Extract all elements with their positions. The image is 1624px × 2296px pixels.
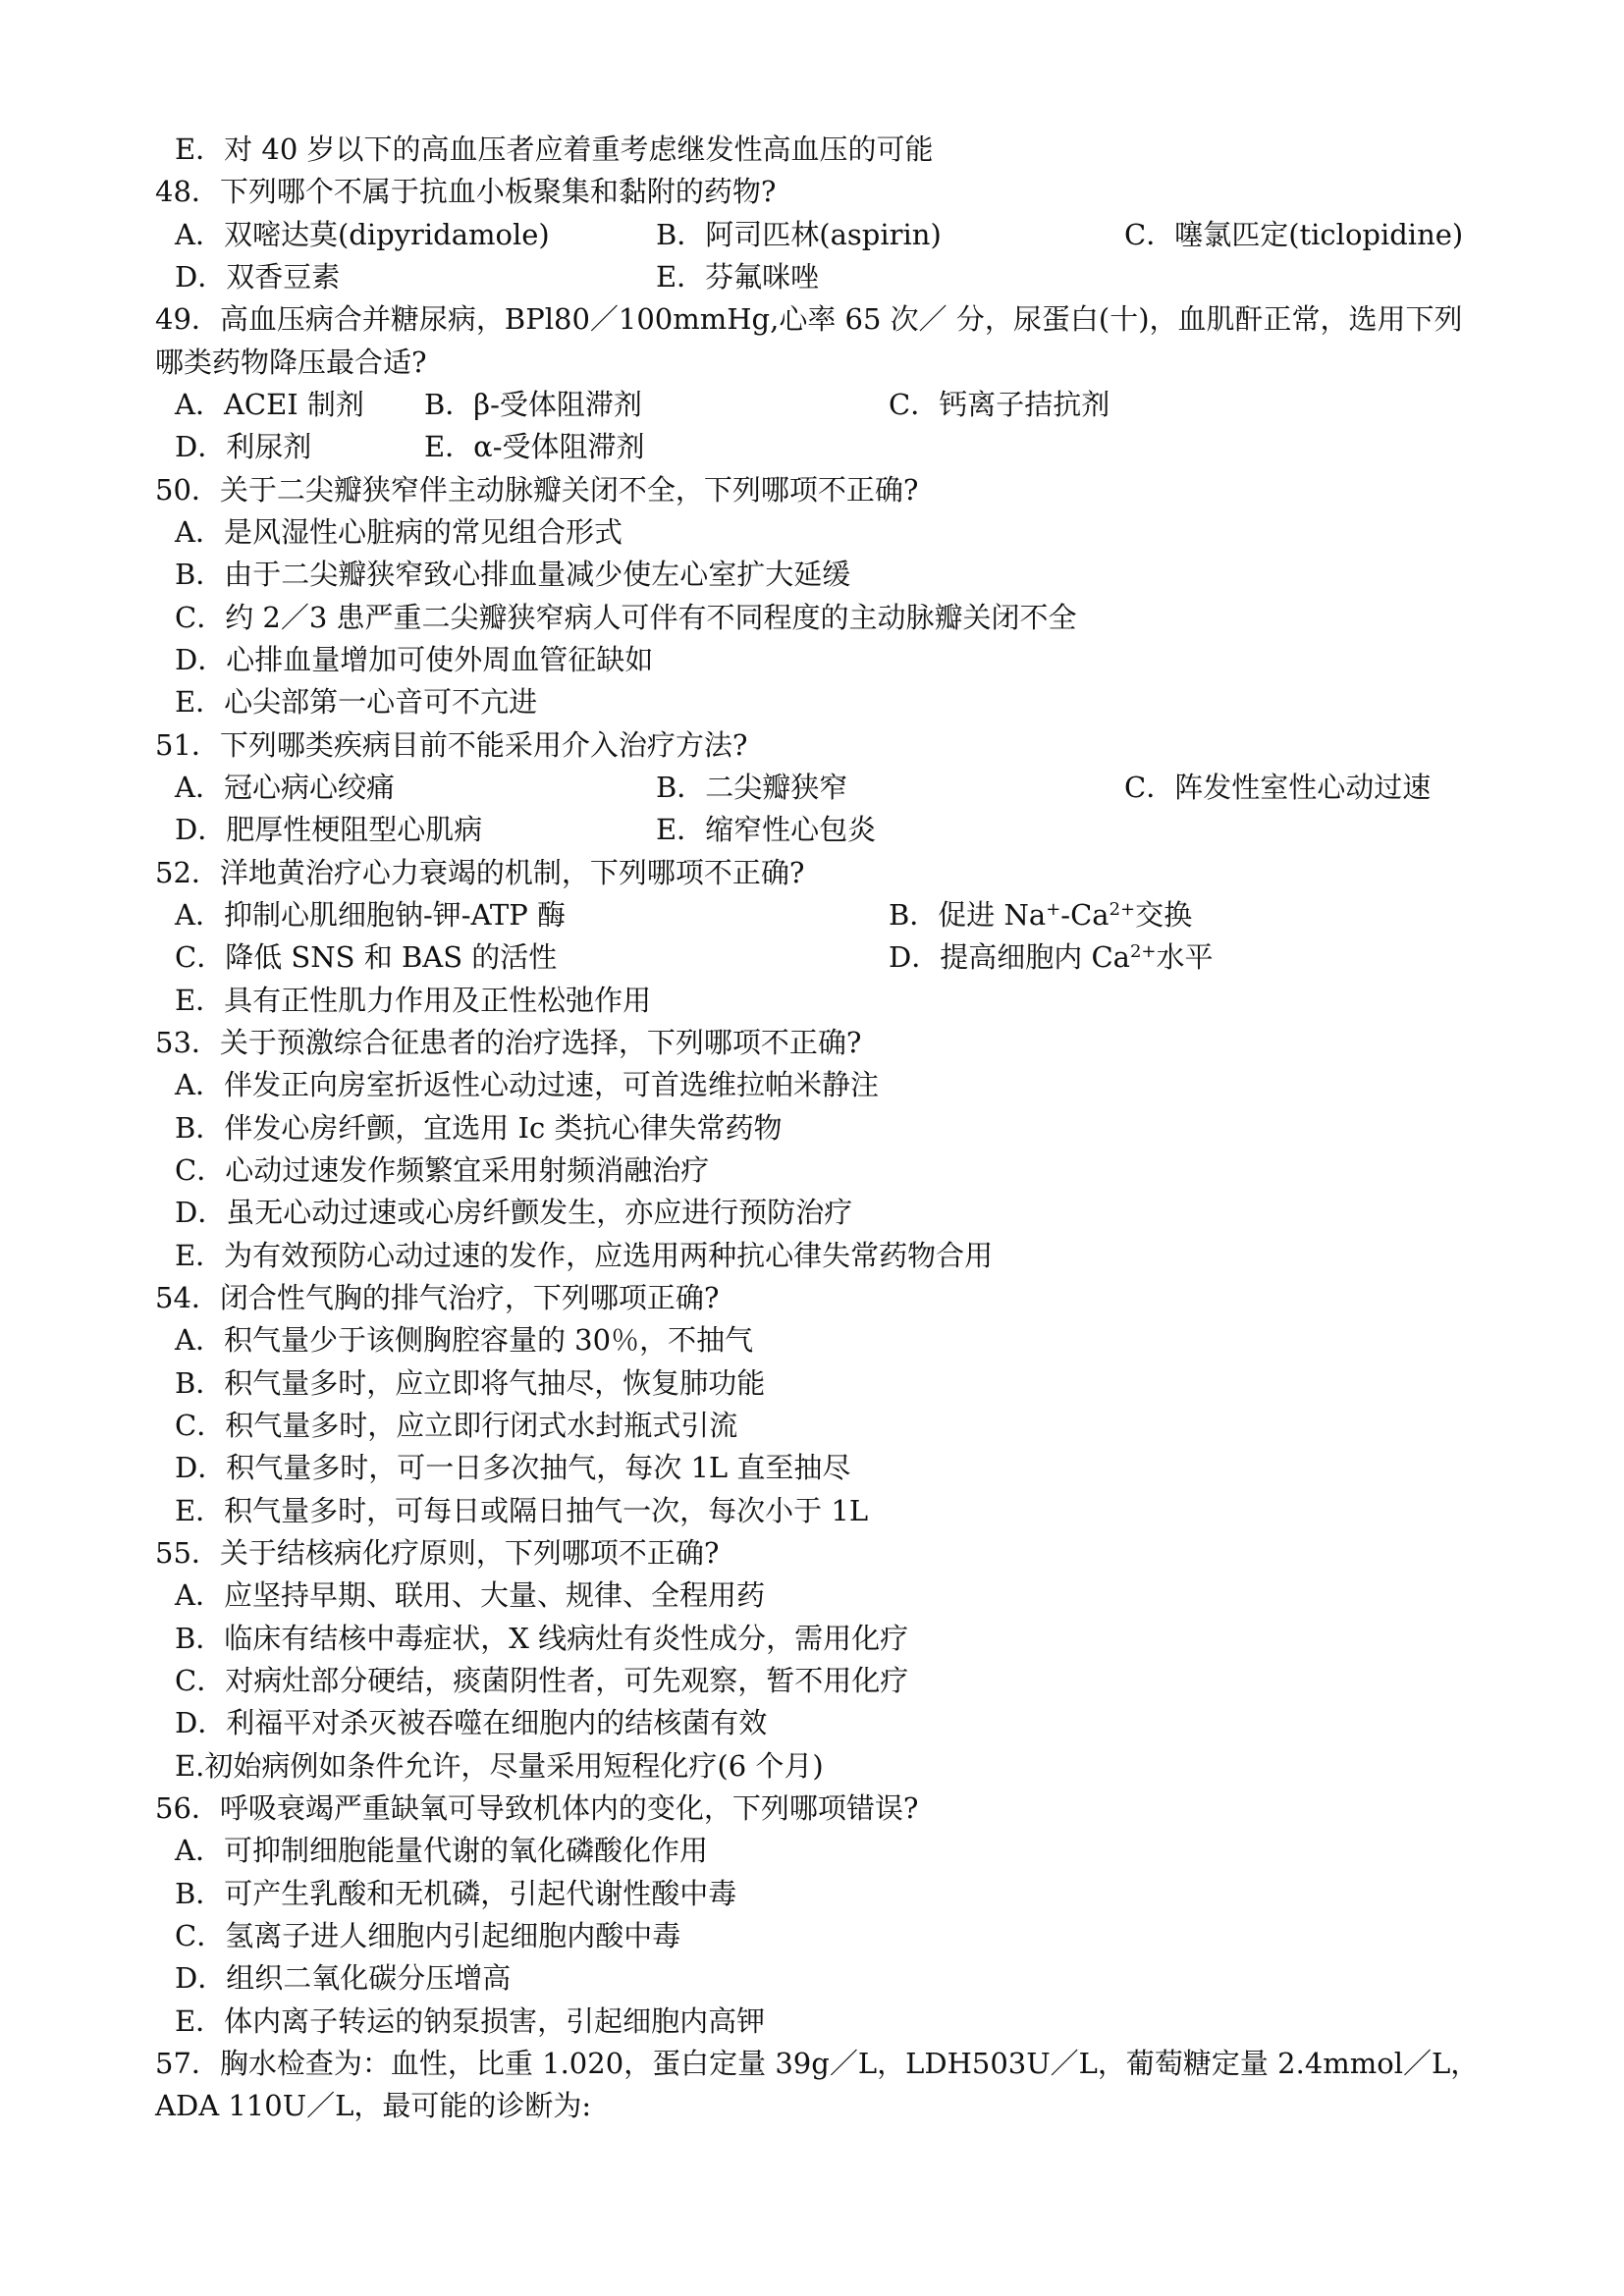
option-53-e: E．为有效预防心动过速的发作，应选用两种抗心律失常药物合用 bbox=[175, 1239, 994, 1272]
option-50-e: E．心尖部第一心音可不亢进 bbox=[175, 685, 538, 719]
question-49: 49．高血压病合并糖尿病，BPl80／100mmHg,心率 65 次／ 分，尿蛋白(十)，血肌酐正常，选用下列 bbox=[155, 302, 1463, 336]
option-50-c: C．约 2／3 患严重二尖瓣狭窄病人可伴有不同程度的主动脉瓣关闭不全 bbox=[175, 601, 1077, 634]
option-53-b: B．伴发心房纤颤，宜选用 Ic 类抗心律失常药物 bbox=[175, 1111, 783, 1145]
option-55-e: E.初始病例如条件允许，尽量采用短程化疗(6 个月) bbox=[175, 1749, 824, 1783]
question-54: 54．闭合性气胸的排气治疗，下列哪项正确? bbox=[155, 1281, 720, 1314]
option-51-a: A．冠心病心绞痛 bbox=[175, 771, 395, 804]
option-47-e: E．对 40 岁以下的高血压者应着重考虑继发性高血压的可能 bbox=[175, 133, 934, 166]
option-54-c: C．积气量多时，应立即行闭式水封瓶式引流 bbox=[175, 1409, 738, 1442]
option-48-d: D．双香豆素 bbox=[175, 260, 341, 294]
option-48-a: A．双嘧达莫(dipyridamole) bbox=[175, 218, 550, 251]
option-51-e: E．缩窄性心包炎 bbox=[656, 813, 877, 846]
option-49-e: E．α-受体阻滞剂 bbox=[424, 430, 645, 463]
option-51-d: D．肥厚性梗阻型心肌病 bbox=[175, 813, 483, 846]
question-48: 48．下列哪个不属于抗血小板聚集和黏附的药物? bbox=[155, 175, 777, 208]
option-55-c: C．对病灶部分硬结，痰菌阴性者，可先观察，暂不用化疗 bbox=[175, 1664, 909, 1697]
question-57: 57．胸水检查为：血性，比重 1.020，蛋白定量 39g／L，LDH503U／L，葡萄糖定量 2.4mmol／L， bbox=[155, 2047, 1480, 2080]
option-56-e: E．体内离子转运的钠泵损害，引起细胞内高钾 bbox=[175, 2004, 766, 2038]
option-56-a: A．可抑制细胞能量代谢的氧化磷酸化作用 bbox=[175, 1834, 708, 1867]
option-52-b: B．促进 $Na^+-Ca^{2+}$交换 bbox=[889, 898, 1193, 932]
option-50-d: D．心排血量增加可使外周血管征缺如 bbox=[175, 643, 654, 676]
option-48-c: C．噻氯匹定(ticlopidine) bbox=[1124, 218, 1464, 251]
question-55: 55．关于结核病化疗原则，下列哪项不正确? bbox=[155, 1536, 720, 1570]
option-54-b: B．积气量多时，应立即将气抽尽，恢复肺功能 bbox=[175, 1366, 766, 1400]
option-53-c: C．心动过速发作频繁宜采用射频消融治疗 bbox=[175, 1153, 710, 1187]
option-49-d: D．利尿剂 bbox=[175, 430, 312, 463]
option-48-e: E．芬氟咪唑 bbox=[656, 260, 820, 294]
option-50-a: A．是风湿性心脏病的常见组合形式 bbox=[175, 515, 623, 549]
option-48-b: B．阿司匹林(aspirin) bbox=[656, 218, 942, 251]
question-50: 50．关于二尖瓣狭窄伴主动脉瓣关闭不全，下列哪项不正确? bbox=[155, 473, 919, 507]
option-56-c: C．氢离子进人细胞内引起细胞内酸中毒 bbox=[175, 1919, 681, 1952]
question-53: 53．关于预激综合征患者的治疗选择，下列哪项不正确? bbox=[155, 1026, 862, 1059]
option-50-b: B．由于二尖瓣狭窄致心排血量减少使左心室扩大延缓 bbox=[175, 558, 851, 591]
question-57-cont: ADA 110U／L，最可能的诊断为: bbox=[155, 2089, 592, 2122]
question-56: 56．呼吸衰竭严重缺氧可导致机体内的变化，下列哪项错误? bbox=[155, 1791, 919, 1825]
option-52-a: A．抑制心肌细胞钠-钾-ATP 酶 bbox=[175, 898, 566, 932]
option-49-c: C．钙离子拮抗剂 bbox=[889, 388, 1110, 421]
option-55-a: A．应坚持早期、联用、大量、规律、全程用药 bbox=[175, 1578, 765, 1612]
option-56-d: D．组织二氧化碳分压增高 bbox=[175, 1961, 512, 1995]
question-49-cont: 哪类药物降压最合适? bbox=[155, 346, 427, 379]
option-49-b: B．β-受体阻滞剂 bbox=[424, 388, 642, 421]
option-51-c: C．阵发性室性心动过速 bbox=[1124, 771, 1432, 804]
option-52-d: D．提高细胞内 $Ca^{2+}$水平 bbox=[889, 940, 1214, 974]
option-51-b: B．二尖瓣狭窄 bbox=[656, 771, 848, 804]
option-54-e: E．积气量多时，可每日或隔日抽气一次，每次小于 1L bbox=[175, 1494, 869, 1527]
question-52: 52．洋地黄治疗心力衰竭的机制，下列哪项不正确? bbox=[155, 856, 805, 889]
option-54-a: A．积气量少于该侧胸腔容量的 30％，不抽气 bbox=[175, 1323, 754, 1357]
question-51: 51．下列哪类疾病目前不能采用介入治疗方法? bbox=[155, 728, 748, 762]
option-56-b: B．可产生乳酸和无机磷，引起代谢性酸中毒 bbox=[175, 1877, 737, 1910]
option-53-a: A．伴发正向房室折返性心动过速，可首选维拉帕米静注 bbox=[175, 1068, 879, 1101]
option-55-b: B．临床有结核中毒症状，X 线病灶有炎性成分，需用化疗 bbox=[175, 1622, 909, 1655]
option-49-a: A．ACEI 制剂 bbox=[175, 388, 364, 421]
option-53-d: D．虽无心动过速或心房纤颤发生，亦应进行预防治疗 bbox=[175, 1196, 853, 1229]
option-52-e: E．具有正性肌力作用及正性松弛作用 bbox=[175, 984, 652, 1017]
option-54-d: D．积气量多时，可一日多次抽气，每次 1L 直至抽尽 bbox=[175, 1451, 851, 1484]
option-55-d: D．利福平对杀灭被吞噬在细胞内的结核菌有效 bbox=[175, 1706, 768, 1739]
option-52-c: C．降低 SNS 和 BAS 的活性 bbox=[175, 940, 558, 974]
